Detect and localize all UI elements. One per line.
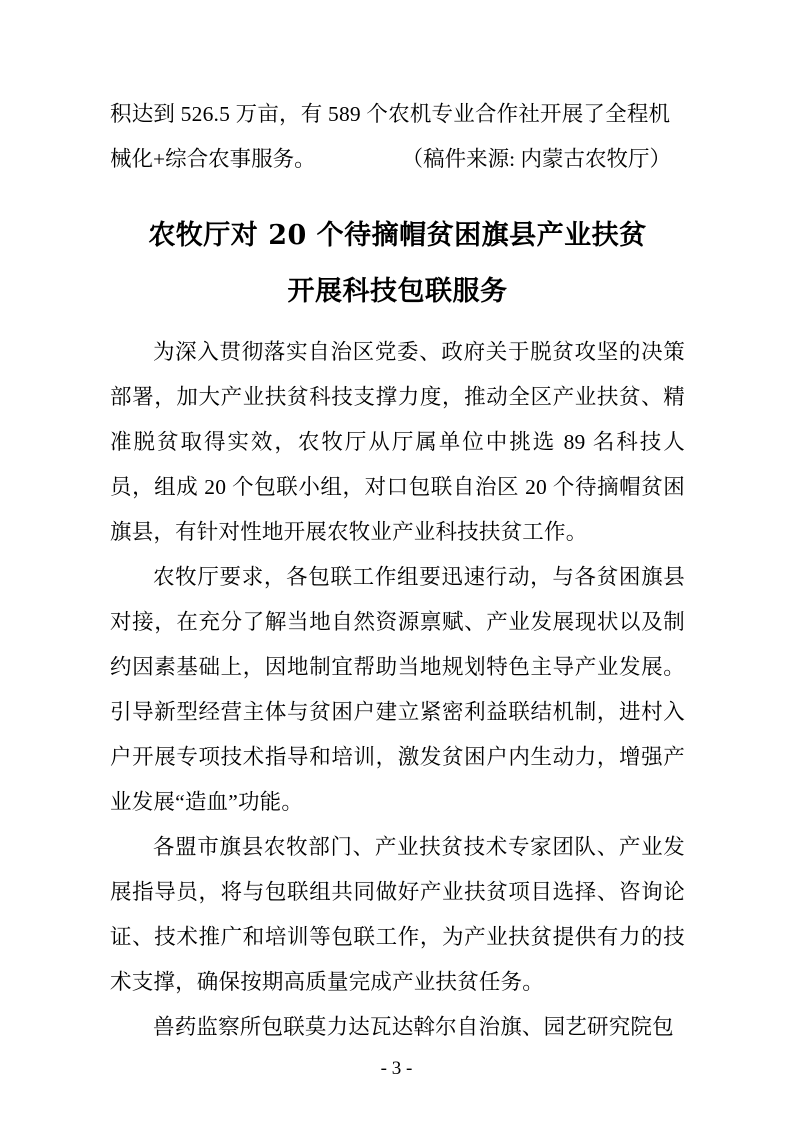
top-paragraph-line-2-text: 械化+综合农事服务。 [110, 147, 316, 171]
page-title [110, 208, 685, 320]
page-footer [0, 1058, 793, 1080]
page-title-line-2: 开展科技包联服务 [287, 276, 508, 307]
top-paragraph-line-2 [110, 137, 685, 182]
body-paragraph-2: 农牧厅要求，各包联工作组要迅速行动，与各贫困旗县对接，在充分了解当地自然资源禀赋、产业发展现状以及制约因素基础上，因地制宜帮助当地规划特色主导产业发展。引导新型经营主体与贫困户建立紧密利益联结机制，进村入户开展专项技术指导和培训，激发贫困户内生动力，增强产业发展“造血”功能。 [110, 565, 685, 814]
body-paragraph-1: 为深入贯彻落实自治区党委、政府关于脱贫攻坚的决策部署，加大产业扶贫科技支撑力度，推动全区产业扶贫、精准脱贫取得实效，农牧厅从厅属单位中挑选 89 名科技人员，组成 20 个包联小组，对口包联自治区 20 个待摘帽贫困旗县，有针对性地开展农牧业产业科技扶贫工作。 [110, 340, 685, 544]
page-title-line-1: 农牧厅对 20 个待摘帽贫困旗县产业扶贫 [148, 220, 647, 251]
source-note: （稿件来源: 内蒙古农牧厅） [401, 147, 671, 171]
page-number: - 3 - [380, 1058, 413, 1079]
body-paragraph-4: 兽药监察所包联莫力达瓦达斡尔自治旗、园艺研究院包 [153, 1015, 674, 1039]
top-paragraph-line-1: 积达到 526.5 万亩，有 589 个农机专业合作社开展了全程机 [110, 102, 671, 126]
body-paragraph-3: 各盟市旗县农牧部门、产业扶贫技术专家团队、产业发展指导员，将与包联组共同做好产业扶贫项目选择、咨询论证、技术推广和培训等包联工作，为产业扶贫提供有力的技术支撑，确保按期高质量完成产业扶贫任务。 [110, 835, 685, 994]
top-paragraph-block [110, 92, 685, 182]
body-content [110, 330, 685, 1050]
